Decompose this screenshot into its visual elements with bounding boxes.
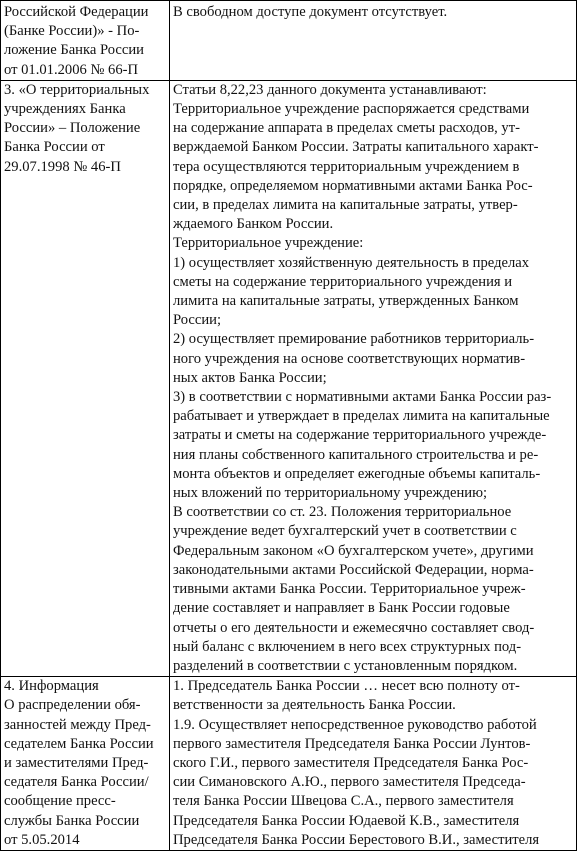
text-line: 3. «О территориальных [4,81,150,98]
text-line: от 01.01.2006 № 66-П [4,61,139,78]
document-content-cell [170,677,577,851]
text-line: Территориальное учреждение распоряжается средствами [173,101,530,118]
text-line: седателем Банка России [4,735,154,752]
text-line: ных актов Банка России; [173,369,327,386]
text-line: дение составляет и направляет в Банк России годовые [173,600,510,617]
text-line: седателя Банка России/ [4,774,149,791]
text-line: ного учреждения на основе соответствующих норматив- [173,350,526,367]
text-line: сметы на содержание территориального учреждения и [173,273,513,290]
text-line: ветственности за деятельность Банка России. [173,697,456,714]
text-line: 1) осуществляет хозяйственную деятельность в пределах [173,254,530,271]
text-line: В свободном доступе документ отсутствует. [173,4,448,20]
text-line: монта объектов и определяет ежегодные объемы капиталь- [173,465,541,482]
text-line: Территориальное учреждение: [173,235,364,252]
text-line: ложение Банка России [4,42,144,59]
text-line: порядке, определяемом нормативными актами Банка Рос- [173,177,533,194]
text-line: 2) осуществляет премирование работников территориаль- [173,331,535,348]
text-line: сии, в пределах лимита на капитальные затраты, утвер- [173,197,518,214]
text-line: лимита на капитальные затраты, утвержденных Банком [173,293,519,310]
text-line: О распределении обя- [4,697,141,714]
text-line: учреждениях Банка [4,101,126,118]
document-content-cell [170,1,577,81]
text-line: учреждение ведет бухгалтерский учет в соответствии с [173,523,517,540]
text-line: сообщение пресс- [4,793,116,810]
text-line: от 5.05.2014 [4,831,80,848]
document-content-cell [170,80,577,676]
text-line: верждаемой Банком России. Затраты капитального характ- [173,139,539,156]
document-reference-cell [1,1,170,81]
text-line: законодательными актами Российской Федерации, норма- [173,561,534,578]
text-line: на содержание аппарата в пределах сметы расходов, ут- [173,120,520,137]
text-line: сии Симановского А.Ю., первого заместителя Председа- [173,774,526,791]
text-line: России; [173,312,222,329]
text-line: В соответствии со ст. 23. Положения территориальное [173,504,512,521]
text-line: теля Банка России Швецова С.А., первого заместителя [173,793,514,810]
text-line: и заместителями Пред- [4,754,149,771]
text-line: затраты и сметы на содержание территориального учрежде- [173,427,547,444]
text-line: России» – Положение [4,120,141,137]
text-line: разделений в соответствии с установленным порядком. [173,657,518,674]
table-row [1,677,577,851]
text-line: ния планы собственного капитального строительства и ре- [173,446,539,463]
text-line: (Банке России)» - По- [4,23,140,40]
text-line: Федеральным законом «О бухгалтерском учете», другими [173,542,534,559]
text-line: тера осуществляются территориальным учреждением в [173,158,520,175]
text-line: занностей между Пред- [4,716,151,733]
text-line: рабатывает и утверждает в пределах лимита на капитальные [173,408,550,425]
text-line: Председателя Банка России Берестового В.И., заместителя [173,831,540,848]
text-line: первого заместителя Председателя Банка России Лунтов- [173,735,531,752]
text-line: ный баланс с включением в него всех структурных под- [173,638,522,655]
document-reference-cell [1,677,170,851]
table-row [1,80,577,676]
table-row [1,1,577,81]
text-line: 1. Председатель Банка России … несет всю полноту от- [173,678,520,695]
text-line: 3) в соответствии с нормативными актами Банка России раз- [173,389,552,406]
text-line: Российской Федерации [4,4,149,20]
text-line: Председателя Банка России Юдаевой К.В., заместителя [173,812,520,829]
text-line: 4. Информация [4,678,99,695]
text-line: отчеты о его деятельности и ежемесячно составляет свод- [173,619,535,636]
text-line: 1.9. Осуществляет непосредственное руководство работой [173,716,537,733]
text-line: тивными актами Банка России. Территориальное учреж- [173,581,526,598]
text-line: ского Г.И., первого заместителя Председателя Банка Рос- [173,754,529,771]
document-reference-cell [1,80,170,676]
text-line: ждаемого Банком России. [173,216,334,233]
text-line: службы Банка России [4,812,140,829]
text-line: 29.07.1998 № 46-П [4,158,121,175]
text-line: ных вложений по территориальному учреждению; [173,485,488,502]
text-line: Статьи 8,22,23 данного документа устанавливают: [173,81,487,98]
table-body [1,1,577,851]
text-line: Банка России от [4,139,105,156]
